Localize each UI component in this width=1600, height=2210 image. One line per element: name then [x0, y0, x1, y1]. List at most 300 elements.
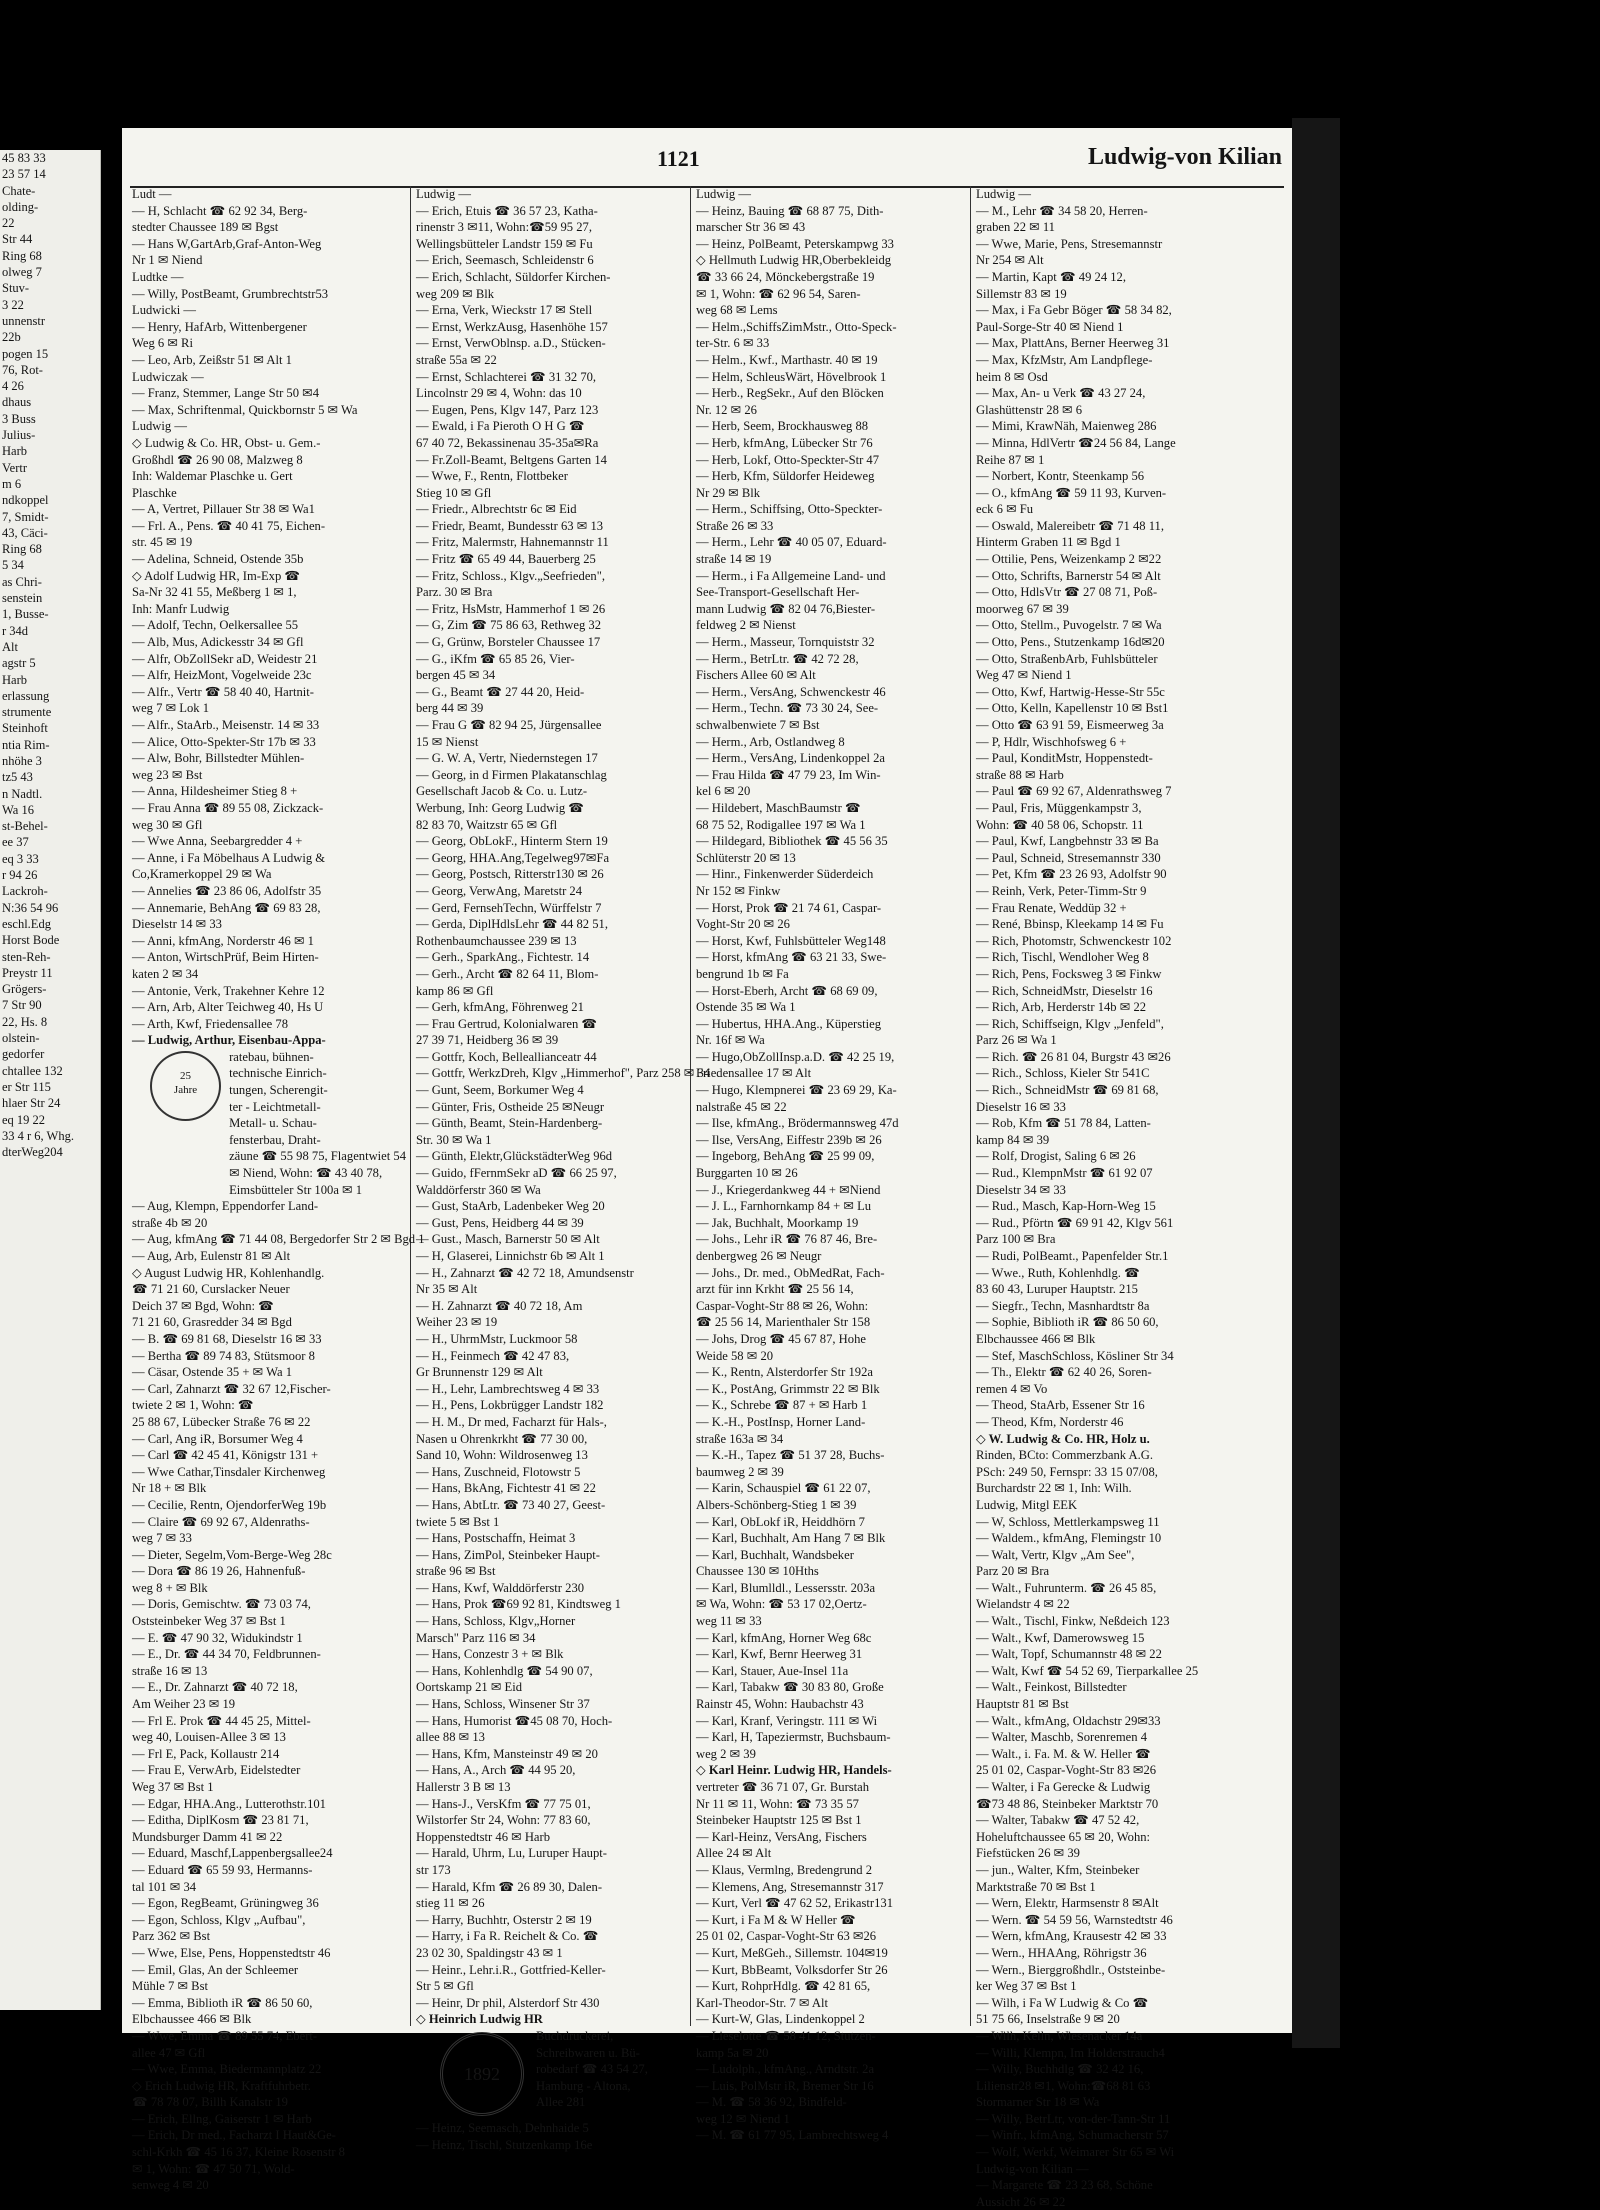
fragment-text: pogen 15: [2, 346, 49, 361]
entry-w-ludwig-co: ◇ W. Ludwig & Co. HR, Holz u.: [976, 1431, 1150, 1446]
directory-entry: 68 75 52, Rodigallee 197 ✉ Wa 1: [696, 817, 866, 832]
directory-entry: — Ludolph., kfmAng., Arndtstr. 2a: [696, 2062, 875, 2077]
directory-entry: — Wwe, Emma, Biedermannplatz 22: [132, 2062, 322, 2077]
directory-entry: twiete 2 ✉ 1, Wohn: ☎: [132, 1398, 254, 1413]
directory-entry: Paul-Sorge-Str 40 ✉ Niend 1: [976, 319, 1124, 334]
directory-entry: Ludwicki —: [132, 303, 197, 318]
column-head: Ludwig —: [976, 187, 1031, 201]
directory-entry: — E. ☎ 47 90 32, Widukindstr 1: [132, 1630, 303, 1645]
fragment-text: Alt: [2, 639, 18, 654]
fragment-text: 45 83 33: [2, 151, 46, 165]
directory-entry: — Hans W,GartArb,Graf-Anton-Weg: [132, 236, 322, 251]
directory-entry: — Wwe Cathar,Tinsdaler Kirchenweg: [132, 1464, 326, 1479]
directory-entry: — Eduard ☎ 65 59 93, Hermanns-: [132, 1862, 313, 1877]
directory-entry: — Johs., Dr. med., ObMedRat, Fach-: [696, 1265, 885, 1280]
directory-entry: Voght-Str 20 ✉ 26: [696, 917, 790, 932]
directory-entry: — Martin, Kapt ☎ 49 24 12,: [976, 269, 1127, 284]
directory-entry: Parz 26 ✉ Wa 1: [976, 1033, 1057, 1048]
directory-entry: — Carl, Ang iR, Borsumer Weg 4: [132, 1431, 303, 1446]
directory-entry: — Otto, Kelln, Kapellenstr 10 ✉ Bst1: [976, 701, 1169, 716]
column-4: [976, 186, 1250, 2209]
directory-entry: Rainstr 45, Wohn: Haubachstr 43: [696, 1697, 864, 1712]
directory-entry: Elbchaussee 466 ✉ Blk: [132, 2012, 252, 2027]
directory-entry: — Rich., SchneidMstr ☎ 69 81 68,: [976, 1083, 1159, 1098]
directory-entry: Hamburg - Altona,: [536, 2078, 631, 2093]
fragment-text: nhöhe 3: [2, 753, 42, 768]
directory-entry: — Stef, MaschSchloss, Kösliner Str 34: [976, 1348, 1174, 1363]
directory-entry: — Georg, HHA.Ang,Tegelweg97✉Fa: [416, 850, 610, 865]
directory-entry: — Frau Anna ☎ 89 55 08, Zickzack-: [132, 800, 324, 815]
badge-year: 1892: [464, 2063, 500, 2084]
directory-entry: tal 101 ✉ 34: [132, 1879, 197, 1894]
directory-entry: stedter Chaussee 189 ✉ Bgst: [132, 220, 279, 235]
directory-entry: — Alfr., Vertr ☎ 58 40 40, Hartnit-: [132, 684, 314, 699]
directory-entry: — Carl ☎ 42 45 41, Königstr 131 +: [132, 1448, 319, 1463]
directory-entry: — Herb, Kfm, Süldorfer Heideweg: [696, 469, 875, 484]
directory-entry: — Aug, Klempn, Eppendorfer Land-: [132, 1199, 319, 1214]
directory-entry: eck 6 ✉ Fu: [976, 502, 1034, 517]
directory-entry: — Herm., Lehr ☎ 40 05 07, Eduard-: [696, 535, 887, 550]
directory-entry: — M. ☎ 58 36 92, Bindfeld-: [696, 2095, 847, 2110]
directory-entry: Inh: Manfr Ludwig: [132, 601, 230, 616]
directory-entry: — Fritz, HsMstr, Hammerhof 1 ✉ 26: [416, 601, 606, 616]
directory-entry: — Gerh., SparkAng., Fichtestr. 14: [416, 950, 590, 965]
directory-entry: — Hugo,ObZollInsp.a.D. ☎ 42 25 19,: [696, 1049, 895, 1064]
directory-entry: — Norbert, Kontr, Steenkamp 56: [976, 469, 1145, 484]
directory-entry: Sa-Nr 32 41 55, Meßberg 1 ✉ 1,: [132, 585, 297, 600]
directory-entry: ☎ 33 66 24, Mönckebergstraße 19: [696, 269, 875, 284]
directory-entry: — Günter, Fris, Ostheide 25 ✉Neugr: [416, 1099, 605, 1114]
directory-entry: — Wolf, Werkf, Weimarer Str 65 ✉ Wi: [976, 2145, 1175, 2160]
directory-entry: — Hans, Kfm, Mansteinstr 49 ✉ 20: [416, 1746, 598, 1761]
directory-entry: — Max, KfzMstr, Am Landpflege-: [976, 352, 1153, 367]
directory-entry: — Karl, Kwf, Bernr Heerweg 31: [696, 1647, 863, 1662]
directory-entry: Weg 37 ✉ Bst 1: [132, 1780, 214, 1794]
directory-entry: — Wern, Elektr, Harmsenstr 8 ✉Alt: [976, 1896, 1159, 1911]
directory-entry: Co,Kramerkoppel 29 ✉ Wa: [132, 867, 272, 882]
directory-entry: — Ilse, VersAng, Eiffestr 239b ✉ 26: [696, 1132, 882, 1147]
directory-entry: — Hugo, Klempnerei ☎ 23 69 29, Ka-: [696, 1083, 897, 1098]
directory-entry: Glashüttenstr 28 ✉ 6: [976, 402, 1083, 417]
directory-entry: Karl-Theodor-Str. 7 ✉ Alt: [696, 1995, 829, 2010]
fragment-text: eq 3 33: [2, 851, 39, 866]
directory-entry: — Anne, i Fa Möbelhaus A Ludwig &: [132, 850, 326, 865]
directory-entry: weg 30 ✉ Gfl: [132, 817, 203, 832]
directory-entry: ratebau, bühnen-: [229, 1049, 314, 1064]
directory-entry: weg 12 ✉ Niend 1: [696, 2111, 790, 2126]
directory-entry: — Henry, HafArb, Wittenbergener: [132, 319, 307, 334]
directory-entry: — Oswald, Malereibetr ☎ 71 48 11,: [976, 518, 1164, 533]
directory-entry: Caspar-Voght-Str 88 ✉ 26, Wohn:: [696, 1298, 869, 1313]
directory-entry: Sand 10, Wohn: Wildrosenweg 13: [416, 1448, 588, 1463]
directory-entry: weg 7 ✉ 33: [132, 1531, 192, 1546]
directory-entry: — Ernst, VerwOblnsp. a.D., Stücken-: [416, 336, 606, 351]
fragment-text: Ring 68: [2, 542, 42, 557]
directory-entry: — Wern. ☎ 54 59 56, Warnstedtstr 46: [976, 1912, 1173, 1927]
fragment-text: as Chri-: [2, 574, 42, 589]
directory-entry: — Walter, i Fa Gerecke & Ludwig: [976, 1780, 1151, 1794]
directory-entry: — O., kfmAng ☎ 59 11 93, Kurven-: [976, 485, 1167, 500]
directory-entry: — Horst, Prok ☎ 21 74 61, Caspar-: [696, 900, 882, 915]
directory-entry: — Erich, Dr med., Facharzt I Haut&Ge-: [132, 2128, 336, 2143]
directory-entry: ✉ Wa, Wohn: ☎ 53 17 02,Oertz-: [696, 1597, 867, 1612]
fragment-text: Preystr 11: [2, 965, 53, 980]
directory-entry: rinenstr 3 ✉11, Wohn:☎59 95 27,: [416, 220, 592, 235]
directory-entry: Ostende 35 ✉ Wa 1: [696, 1000, 796, 1015]
fragment-text: unnenstr: [2, 313, 46, 328]
fragment-text: 3 22: [2, 297, 24, 312]
directory-entry: — G, Zim ☎ 75 86 63, Rethweg 32: [416, 618, 601, 633]
directory-entry: Oststeinbeker Weg 37 ✉ Bst 1: [132, 1614, 286, 1629]
directory-entry: Inh: Waldemar Plaschke u. Gert: [132, 469, 293, 484]
directory-entry: kamp 84 ✉ 39: [976, 1132, 1050, 1147]
page-number: 1121: [657, 146, 700, 171]
fragment-text: dterWeg204: [2, 1145, 63, 1160]
directory-entry: — Gottfr, WerkzDreh, Klgv „Himmerhof", Parz 258 ✉ 34: [416, 1066, 711, 1081]
directory-entry: Großhdl ☎ 26 90 08, Malzweg 8: [132, 452, 303, 467]
fragment-text: Lackroh-: [2, 884, 48, 899]
directory-entry: — H., Feinmech ☎ 42 47 83,: [416, 1348, 570, 1363]
directory-entry: — Hans, Postschaffn, Heimat 3: [416, 1531, 576, 1546]
directory-entry: — Walter, Maschb, Sorenremen 4: [976, 1730, 1148, 1745]
directory-entry: Mühle 7 ✉ Bst: [132, 1979, 208, 1994]
directory-entry: — Gust., Masch, Barnerstr 50 ✉ Alt: [416, 1232, 600, 1247]
directory-entry: Gesellschaft Jacob & Co. u. Lutz-: [416, 784, 588, 799]
directory-page: [122, 128, 1292, 2209]
directory-entry: — Kurt, BbBeamt, Volksdorfer Str 26: [696, 1962, 888, 1977]
fragment-text: Stuv-: [2, 281, 30, 296]
directory-entry: weg 23 ✉ Bst: [132, 767, 203, 782]
directory-entry: — H., UhrmMstr, Luckmoor 58: [416, 1331, 578, 1346]
directory-entry: — Karl, Buchhalt, Am Hang 7 ✉ Blk: [696, 1531, 886, 1546]
directory-entry: — Klaus, Vermlng, Bredengrund 2: [696, 1862, 873, 1877]
directory-entry: ◇ Ludwig & Co. HR, Obst- u. Gem.-: [132, 435, 321, 450]
fragment-text: gedorfer: [2, 1047, 45, 1062]
fragment-text: olding-: [2, 199, 39, 214]
directory-entry: — Doris, Gemischtw. ☎ 73 03 74,: [132, 1597, 311, 1612]
directory-entry: — Rich, Photomstr, Schwenckestr 102: [976, 933, 1172, 948]
directory-entry: — Wern., Bierggroßhdlr., Oststeinbe-: [976, 1962, 1166, 1977]
directory-entry: — Alice, Otto-Spekter-Str 17b ✉ 33: [132, 734, 316, 749]
column-divider: [690, 186, 691, 2026]
directory-entry: — Günth, Beamt, Stein-Hardenberg-: [416, 1116, 603, 1131]
directory-entry: Wielandstr 4 ✉ 22: [976, 1597, 1070, 1612]
directory-entry: — Helm, SchleusWärt, Hövelbrook 1: [696, 369, 887, 384]
directory-entry: Parz 100 ✉ Bra: [976, 1232, 1056, 1247]
directory-entry: — Hans, Conzestr 3 + ✉ Blk: [416, 1647, 564, 1662]
directory-entry: — K., Rentn, Alsterdorfer Str 192a: [696, 1365, 873, 1380]
directory-entry: straße 88 ✉ Harb: [976, 767, 1064, 782]
directory-entry: — Ottilie, Pens, Weizenkamp 2 ✉22: [976, 552, 1162, 567]
directory-entry: — Georg, ObLokF., Hinterm Stern 19: [416, 834, 608, 849]
fragment-text: eq 19 22: [2, 1112, 46, 1127]
directory-entry: — Jak, Buchhalt, Moorkamp 19: [696, 1215, 859, 1230]
directory-entry: — Erich, Schlacht, Süldorfer Kirchen-: [416, 269, 611, 284]
directory-entry: — Hubertus, HHA.Ang., Küperstieg: [696, 1016, 882, 1031]
directory-entry: — Dora ☎ 86 19 26, Hahnenfuß-: [132, 1564, 306, 1579]
directory-entry: weg 11 ✉ 33: [696, 1614, 762, 1629]
directory-entry: — Hans, Zuschneid, Flotowstr 5: [416, 1464, 581, 1479]
directory-entry: Parz. 30 ✉ Bra: [416, 585, 493, 600]
directory-entry: Nr 152 ✉ Finkw: [696, 883, 781, 898]
directory-entry: ☎73 48 86, Steinbeker Marktstr 70: [976, 1796, 1159, 1811]
directory-entry: — Hans, Schloss, Klgv„Horner: [416, 1614, 576, 1629]
directory-entry: — Georg, in d Firmen Plakatanschlag: [416, 767, 607, 782]
directory-entry: — Rich, Tischl, Wendloher Weg 8: [976, 950, 1149, 965]
directory-entry: — Paul, Schneid, Stresemannstr 330: [976, 850, 1161, 865]
fragment-text: erlassung: [2, 688, 50, 703]
directory-entry: mann Ludwig ☎ 82 04 76,Biester-: [696, 601, 876, 616]
directory-entry: — Adelina, Schneid, Ostende 35b: [132, 552, 304, 567]
directory-entry: — Rich, SchneidMstr, Dieselstr 16: [976, 983, 1153, 998]
directory-entry: — Johs, Drog ☎ 45 67 87, Hohe: [696, 1331, 866, 1346]
fragment-text: agstr 5: [2, 656, 36, 671]
running-head: Ludwig-von Kilian: [1087, 144, 1282, 170]
directory-entry: — Ernst, WerkzAusg, Hasenhöhe 157: [416, 319, 608, 334]
entry-karl-heinr-ludwig: ◇ Karl Heinr. Ludwig HR, Handels-: [696, 1763, 892, 1778]
directory-entry: — Frl. A., Pens. ☎ 40 41 75, Eichen-: [132, 518, 326, 533]
directory-entry: — Rolf, Drogist, Saling 6 ✉ 26: [976, 1149, 1136, 1164]
fragment-text: r 34d: [2, 623, 29, 638]
fragment-text: Harb: [2, 444, 27, 459]
directory-entry: — Sophie, Biblioth iR ☎ 86 50 60,: [976, 1315, 1159, 1330]
directory-entry: — Gerd, FernsehTechn, Würffelstr 7: [416, 900, 602, 915]
fragment-text: Str 44: [2, 232, 33, 247]
directory-entry: — Walt., Feinkost, Billstedter: [976, 1680, 1127, 1695]
directory-entry: robedarf ☎ 43 54 27,: [536, 2062, 648, 2077]
directory-entry: — Helm., Kwf., Marthastr. 40 ✉ 19: [696, 352, 878, 367]
fragment-text: n Nadtl.: [2, 786, 43, 801]
directory-entry: — H., Zahnarzt ☎ 42 72 18, Amundsenstr: [416, 1265, 634, 1280]
directory-entry: — Eduard, Maschf,Lappenbergsallee24: [132, 1846, 333, 1861]
directory-entry: 15 ✉ Nienst: [416, 734, 479, 749]
fragment-text: Horst Bode: [2, 933, 60, 948]
directory-entry: — Antonie, Verk, Trakehner Kehre 12: [132, 983, 325, 998]
directory-entry: — H., Pens, Lokbrügger Landstr 182: [416, 1398, 604, 1413]
fragment-text: 76, Rot-: [2, 362, 43, 377]
directory-entry: Wilstorfer Str 24, Wohn: 77 83 60,: [416, 1813, 591, 1828]
fragment-text: 22b: [2, 330, 21, 345]
directory-entry: Weiher 23 ✉ 19: [416, 1315, 498, 1330]
directory-entry: Oortskamp 21 ✉ Eid: [416, 1680, 523, 1695]
directory-entry: — Harald, Kfm ☎ 26 89 30, Dalen-: [416, 1879, 603, 1894]
directory-entry: — Emil, Glas, An der Schleemer: [132, 1962, 299, 1977]
directory-entry: — H, Schlacht ☎ 62 92 34, Berg-: [132, 203, 308, 218]
directory-entry: — Erich, Seemasch, Schleidenstr 6: [416, 253, 594, 268]
directory-entry: Str 5 ✉ Gfl: [416, 1979, 474, 1994]
directory-entry: — Herm., Masseur, Tornquiststr 32: [696, 635, 875, 650]
directory-entry: — Max, PlattAns, Berner Heerweg 31: [976, 336, 1170, 351]
directory-entry: Weg 6 ✉ Ri: [132, 336, 193, 351]
directory-entry: 67 40 72, Bekassinenau 35-35a✉Ra: [416, 435, 599, 450]
directory-entry: — Luis, PolMstr iR, Bremer Str 16: [696, 2078, 874, 2093]
directory-entry: remen 4 ✉ Vo: [976, 1381, 1048, 1396]
directory-entry: — Frau Gertrud, Kolonialwaren ☎: [416, 1016, 598, 1031]
directory-entry: Gr Brunnenstr 129 ✉ Alt: [416, 1365, 543, 1380]
directory-entry: kel 6 ✉ 20: [696, 784, 751, 799]
column-1: [132, 186, 425, 2193]
directory-entry: — Otto, Pens., Stutzenkamp 16d✉20: [976, 635, 1165, 650]
directory-entry: 25 01 02, Caspar-Voght-Str 63 ✉26: [696, 1929, 877, 1944]
directory-entry: — Gottfr, Koch, Belleallianceatr 44: [416, 1049, 597, 1064]
directory-entry: — H., Lehr, Lambrechtsweg 4 ✉ 33: [416, 1381, 600, 1396]
directory-entry: — Wwe, F., Rentn, Flottbeker: [416, 469, 568, 484]
directory-entry: Hinterm Graben 11 ✉ Bgd 1: [976, 535, 1121, 550]
fragment-text: ndkoppel: [2, 493, 49, 508]
fragment-text: Harb: [2, 672, 27, 687]
directory-entry: — Hans, Schloss, Winsener Str 37: [416, 1697, 590, 1712]
directory-entry: — Otto, Schrifts, Barnerstr 54 ✉ Alt: [976, 568, 1161, 583]
directory-entry: — Willi, Klempn, Im Holderstrauch4: [976, 2045, 1165, 2060]
directory-entry: Hauptstr 81 ✉ Bst: [976, 1697, 1069, 1712]
directory-entry: — Otto, StraßenbArb, Fuhlsbütteler: [976, 651, 1158, 666]
directory-entry: — Alw, Bohr, Billstedter Mühlen-: [132, 751, 305, 766]
directory-entry: Marsch" Parz 116 ✉ 34: [416, 1630, 536, 1645]
directory-entry: — B. ☎ 69 81 68, Dieselstr 16 ✉ 33: [132, 1331, 322, 1346]
directory-entry: — Rob, Kfm ☎ 51 78 84, Latten-: [976, 1116, 1151, 1131]
directory-entry: — Karl, Kranf, Veringstr. 111 ✉ Wi: [696, 1713, 878, 1728]
directory-entry: heim 8 ✉ Osd: [976, 369, 1048, 384]
directory-entry: — Ilse, kfmAng., Brödermannsweg 47d: [696, 1116, 899, 1131]
directory-entry: — Wwe Anna, Seebargredder 4 +: [132, 834, 303, 849]
directory-entry: — Rich. ☎ 26 81 04, Burgstr 43 ✉26: [976, 1049, 1171, 1064]
directory-entry: kamp 86 ✉ Gfl: [416, 983, 494, 998]
directory-entry: tungen, Scherengit-: [229, 1083, 328, 1098]
directory-entry: Marktstraße 70 ✉ Bst 1: [976, 1879, 1096, 1894]
directory-entry: — Ewald, i Fa Pieroth O H G ☎: [416, 419, 585, 434]
directory-entry: — Willy, BetrLtr, von-der-Tann-Str 11: [976, 2111, 1171, 2126]
directory-entry: — Th., Elektr ☎ 62 40 26, Soren-: [976, 1365, 1152, 1380]
fragment-text: dhaus: [2, 395, 32, 410]
directory-entry: — Wilh, Kelln, Wiesenacker 14a: [976, 2028, 1143, 2043]
directory-entry: ◇ Adolf Ludwig HR, Im-Exp ☎: [132, 568, 301, 583]
directory-entry: weg 68 ✉ Lems: [696, 303, 778, 318]
directory-entry: schl-Krkh ☎ 45 16 37, Kleine Rosenstr 8: [132, 2145, 345, 2160]
directory-entry: — Rich, Arb, Herderstr 14b ✉ 22: [976, 1000, 1147, 1015]
directory-entry: — Aug, kfmAng ☎ 71 44 08, Bergedorfer Str 2 ✉ Bgd 1: [132, 1232, 425, 1247]
directory-entry: — Gerda, DiplHdlsLehr ☎ 44 82 51,: [416, 917, 608, 932]
directory-entry: kamp 5a ✉ 20: [696, 2045, 769, 2060]
fragment-text: 1, Busse-: [2, 607, 49, 622]
directory-entry: — Wern, kfmAng, Krausestr 42 ✉ 33: [976, 1929, 1167, 1944]
directory-entry: 23 02 30, Spaldingstr 43 ✉ 1: [416, 1945, 563, 1960]
directory-entry: weg 209 ✉ Blk: [416, 286, 495, 301]
directory-entry: — Walt., kfmAng, Oldachstr 29✉33: [976, 1713, 1161, 1728]
directory-entry: — Otto ☎ 63 91 59, Eismeerweg 3a: [976, 718, 1164, 732]
directory-entry: Nr 254 ✉ Alt: [976, 253, 1044, 268]
directory-entry: — G., iKfm ☎ 65 85 26, Vier-: [416, 651, 575, 666]
directory-entry: Dieselstr 14 ✉ 33: [132, 917, 222, 932]
directory-entry: — E., Dr. Zahnarzt ☎ 40 72 18,: [132, 1680, 298, 1695]
directory-entry: — Fritz, Schloss., Klgv.„Seefrieden",: [416, 568, 605, 583]
directory-entry: 71 21 60, Grasredder 34 ✉ Bgd: [132, 1315, 292, 1330]
fragment-text: ntia Rim-: [2, 737, 50, 752]
directory-entry: Friedensallee 17 ✉ Alt: [696, 1066, 812, 1081]
directory-entry: — Karl-Heinz, VersAng, Fischers: [696, 1829, 867, 1844]
directory-entry: — Carl, Zahnarzt ☎ 32 67 12,Fischer-: [132, 1381, 331, 1396]
directory-entry: — Franz, Stemmer, Lange Str 50 ✉4: [132, 386, 320, 401]
directory-entry: — Reinh, Verk, Peter-Timm-Str 9: [976, 883, 1147, 898]
directory-entry: — M. ☎ 61 77 95, Lambrechtsweg 4: [696, 2128, 889, 2143]
directory-entry: — Horst-Eberh, Archt ☎ 68 69 09,: [696, 983, 878, 998]
founding-year-badge: [440, 2032, 524, 2116]
directory-entry: Ludwig —: [132, 419, 187, 434]
fragment-text: er Str 115: [2, 1079, 51, 1094]
directory-entry: — Friedr, Beamt, Bundesstr 63 ✉ 13: [416, 518, 604, 533]
directory-entry: — Egon, Schloss, Klgv „Aufbau",: [132, 1912, 306, 1927]
fragment-text: st-Behel-: [2, 819, 48, 834]
directory-entry: — Ernst, Schlachterei ☎ 31 32 70,: [416, 369, 597, 384]
directory-entry: — Mimi, KrawNäh, Maienweg 286: [976, 419, 1157, 434]
directory-entry: 82 83 70, Waitzstr 65 ✉ Gfl: [416, 817, 558, 832]
directory-entry: Hoheluftchaussee 65 ✉ 20, Wohn:: [976, 1829, 1151, 1844]
directory-entry: straße 163a ✉ 34: [696, 1431, 784, 1446]
directory-entry: — Gerh, kfmAng, Föhrenweg 21: [416, 1000, 584, 1015]
directory-entry: Nr 1 ✉ Niend: [132, 253, 203, 268]
directory-entry: — Kurt, i Fa M & W Heller ☎: [696, 1912, 856, 1927]
directory-entry: Nr. 12 ✉ 26: [696, 402, 757, 417]
directory-entry: feldweg 2 ✉ Nienst: [696, 618, 796, 633]
directory-entry: — Emma, Biblioth iR ☎ 86 50 60,: [132, 1995, 313, 2010]
directory-entry: — Rud., Pförtn ☎ 69 91 42, Klgv 561: [976, 1215, 1174, 1230]
directory-entry: — Karl, Buchhalt, Wandsbeker: [696, 1547, 854, 1562]
directory-entry: nalstraße 45 ✉ 22: [696, 1099, 787, 1114]
directory-entry: — M., Lehr ☎ 34 58 20, Herren-: [976, 203, 1148, 218]
directory-entry: — Hans, Humorist ☎45 08 70, Hoch-: [416, 1713, 613, 1728]
fragment-text: Vertr: [2, 460, 27, 475]
directory-entry: — Frau Renate, Weddüp 32 +: [976, 900, 1127, 915]
fragment-text: 43, Cäci-: [2, 525, 48, 540]
directory-entry: Straße 26 ✉ 33: [696, 518, 774, 533]
directory-entry: Burchardstr 22 ✉ 1, Inh: Wilh.: [976, 1481, 1132, 1496]
directory-entry: — Alfr, HeizMont, Vogelweide 23c: [132, 668, 312, 683]
fragment-text: 7 Str 90: [2, 998, 42, 1013]
directory-entry: — Arth, Kwf, Friedensallee 78: [132, 1016, 288, 1031]
directory-entry: Allee 24 ✉ Alt: [696, 1846, 772, 1861]
directory-entry: 25 01 02, Caspar-Voght-Str 83 ✉26: [976, 1763, 1157, 1778]
directory-entry: Am Weiher 23 ✉ 19: [132, 1697, 236, 1712]
directory-entry: zäune ☎ 55 98 75, Flagentwiet 54: [229, 1149, 406, 1164]
directory-entry: — Frau Hilda ☎ 47 79 23, Im Win-: [696, 767, 881, 782]
directory-entry: fensterbau, Draht-: [229, 1132, 321, 1147]
directory-entry: — Frl E. Prok ☎ 44 45 25, Mittel-: [132, 1713, 311, 1728]
fragment-text: Julius-: [2, 428, 36, 443]
directory-entry: — Adolf, Techn, Oelkersallee 55: [132, 618, 299, 633]
column-head: Ludt —: [132, 187, 172, 201]
directory-entry: weg 40, Louisen-Allee 3 ✉ 13: [132, 1730, 286, 1745]
directory-entry: — G, Grünw, Borsteler Chaussee 17: [416, 635, 601, 650]
directory-entry: — Karin, Schauspiel ☎ 61 22 07,: [696, 1481, 871, 1496]
directory-entry: Eimsbütteler Str 100a ✉ 1: [229, 1182, 363, 1197]
directory-entry: 83 60 43, Luruper Hauptstr. 215: [976, 1282, 1138, 1297]
directory-entry: ☎ 71 21 60, Curslacker Neuer: [132, 1282, 290, 1297]
fragment-text: olweg 7: [2, 265, 42, 280]
fragment-text: 5 34: [2, 558, 24, 573]
directory-entry: Ludwiczak —: [132, 369, 204, 384]
directory-entry: — Cecilie, Rentn, OjendorferWeg 19b: [132, 1497, 327, 1512]
directory-entry: ☎ 78 78 07, Billh Kanalstr 19: [132, 2095, 288, 2110]
directory-entry: — Edgar, HHA.Ang., Lutterothstr.101: [132, 1796, 326, 1811]
directory-entry: — Anton, WirtschPrüf, Beim Hirten-: [132, 950, 319, 965]
directory-entry: schwalbenwiete 7 ✉ Bst: [696, 718, 820, 732]
fragment-text: sten-Reh-: [2, 949, 51, 964]
directory-entry: — Heinr, Dr phil, Alsterdorf Str 430: [416, 1995, 600, 2010]
directory-entry: baumweg 2 ✉ 39: [696, 1464, 784, 1479]
directory-entry: — Annelies ☎ 23 86 06, Adolfstr 35: [132, 883, 322, 898]
directory-entry: — Siegfr., Techn, Masnhardtstr 8a: [976, 1298, 1150, 1313]
directory-entry: ter-Str. 6 ✉ 33: [696, 336, 770, 351]
directory-entry: — Walter, Tabakw ☎ 47 52 42,: [976, 1813, 1140, 1828]
